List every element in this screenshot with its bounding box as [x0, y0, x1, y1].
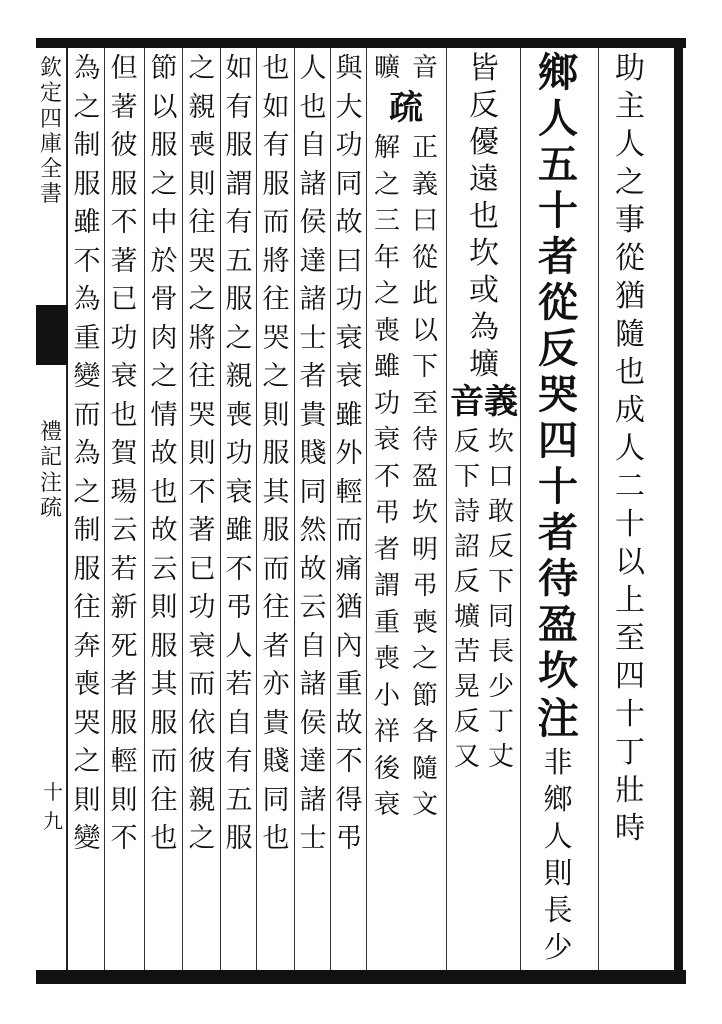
column-rule — [446, 48, 447, 970]
text-column-6: 與 大 功 同 故 曰 功 衰 衰 雖 外 輕 而 痛 猶 內 重 故 不 得 弔 — [335, 53, 363, 854]
text-column-2: 鄉 人 五 十 者 從 反 哭 四 十 者 待 盈 坎 注 非 鄉 人 則 長 少 — [528, 50, 588, 966]
column-rule — [144, 48, 145, 970]
commentary-marker: 疏 — [389, 88, 423, 128]
annotation-marker: 注 — [536, 694, 579, 743]
subcolumn-right: 坎 口 敢 反 下 同 長 少 丁 丈 — [487, 427, 514, 772]
page-number: 十九 — [43, 780, 63, 833]
text-column-3: 皆 反 優 遠 也 坎 或 為 壙 音義 坎 口 敢 反 下 同 長 少 丁 丈 反 下 詩 詔 反 壙 苦 晃 反 又 — [450, 50, 518, 775]
subcolumn-left: 曠 — [373, 53, 400, 83]
spine-collection-title: 欽 定 四 庫 全 書 — [39, 56, 62, 208]
text-column-1: 助 主 人 之 事 從 猶 隨 也 成 人 二 十 以 上 至 四 十 丁 壯 時 — [615, 51, 645, 846]
phonetic-marker: 音義 — [450, 382, 518, 422]
frame-right-border — [674, 38, 683, 984]
text-column-7: 人 也 自 諸 侯 達 諸 士 者 貴 賤 同 然 故 云 自 諸 侯 達 諸 士 — [299, 53, 327, 854]
subcolumn-right: 音 — [411, 53, 438, 83]
text-column-12: 但 著 彼 服 不 著 已 功 衰 也 賀 瑒 云 若 新 死 者 服 輕 則 不 — [110, 53, 138, 854]
column-rule — [182, 48, 183, 970]
text-column-8: 也 如 有 服 而 將 往 哭 之 則 服 其 服 而 往 者 亦 貴 賤 同 也 — [262, 53, 290, 854]
subcolumn-left: 反 下 詩 詔 反 壙 苦 晃 反 又 — [453, 427, 480, 772]
subcolumn-left: 解 之 三 年 之 喪 雖 功 衰 不 弔 者 謂 重 喪 小 祥 後 衰 — [373, 133, 400, 820]
text-column-4 — [368, 50, 444, 824]
page-fold-line — [66, 48, 68, 970]
spine-fishtail-mark — [36, 305, 68, 365]
text-column-9: 如 有 服 謂 有 五 服 之 親 喪 功 衰 雖 不 弔 人 若 自 有 五 服 — [225, 53, 253, 854]
text-column-10: 之 親 喪 則 往 哭 之 將 往 哭 則 不 著 已 功 衰 而 依 彼 親 之 — [188, 53, 216, 854]
frame-top-border — [36, 38, 686, 48]
frame-bottom-border — [36, 970, 686, 984]
column-rule — [520, 48, 521, 970]
text-column-11: 節 以 服 之 中 於 骨 肉 之 情 故 也 故 云 則 服 其 服 而 往 也 — [150, 53, 178, 854]
text-column-13: 為 之 制 服 雖 不 為 重 變 而 為 之 制 服 往 奔 喪 哭 之 則 變 — [73, 53, 101, 854]
subcolumn-right: 正 義 曰 從 此 以 下 至 待 盈 坎 明 弔 喪 之 節 各 隨 文 — [411, 133, 438, 820]
column-rule — [598, 48, 599, 970]
spine-book-title: 禮 記 注 疏 — [39, 420, 62, 521]
